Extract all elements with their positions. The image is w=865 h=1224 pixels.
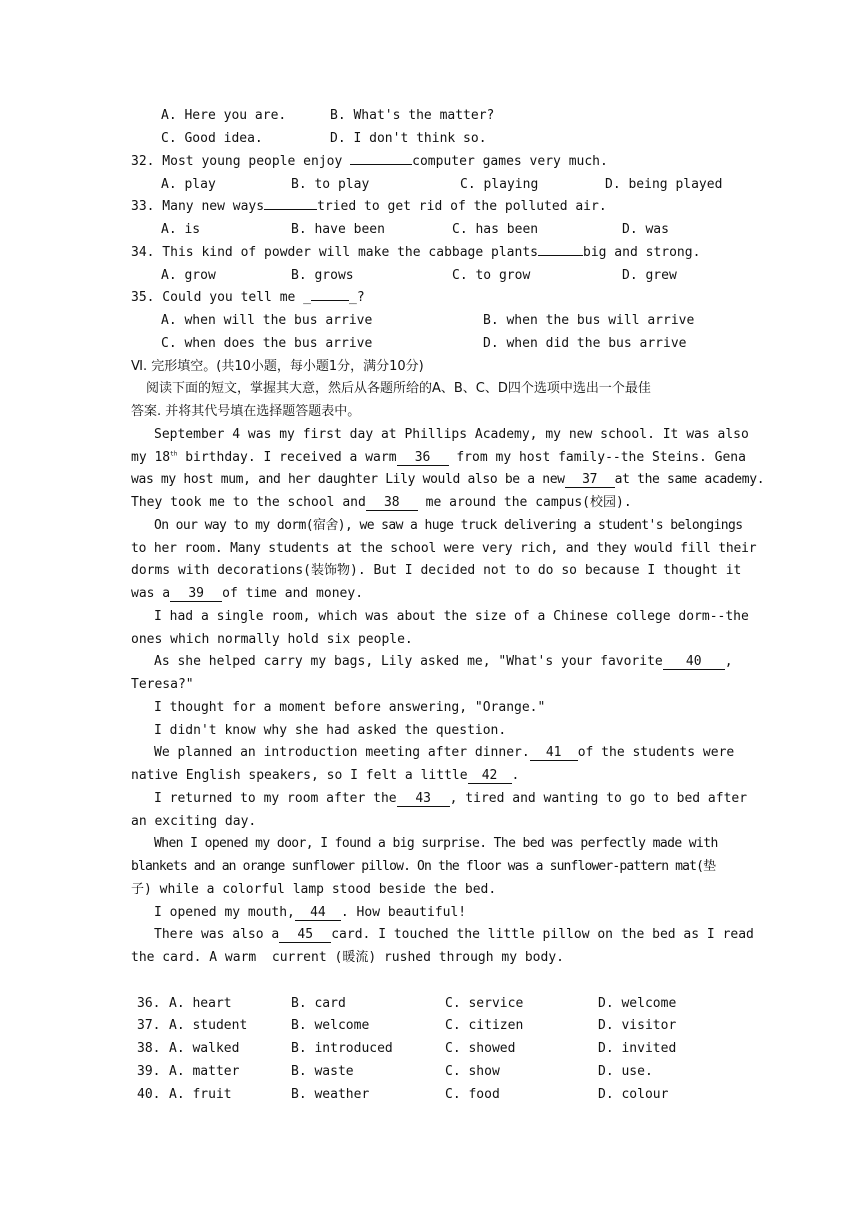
question-32 (131, 153, 608, 171)
answer-option-b: B. card (291, 996, 346, 1011)
passage-line (131, 585, 363, 603)
blank-42: 42 (468, 769, 512, 784)
q31-option-c: C. Good idea. (161, 131, 263, 146)
passage-line: an exciting day. (131, 814, 257, 829)
text-span: my 18 (131, 450, 171, 465)
blank-37: 37 (565, 473, 615, 488)
text-span: from my host family--the Steins. Gena (448, 450, 746, 465)
q33-stem-end: tried to get rid of the polluted air. (317, 199, 607, 214)
q34-option-a: A. grow (161, 268, 216, 283)
passage-line: I had a single room, which was about the size of a Chinese college dorm--the (154, 609, 749, 624)
text-span: was a (131, 586, 171, 601)
passage-line: 子) while a colorful lamp stood beside the bed. (131, 882, 497, 897)
text-span: birthday. I received a warm (177, 450, 397, 465)
passage-line: September 4 was my first day at Phillips Academy, my new school. It was also (154, 427, 749, 442)
q35-option-a: A. when will the bus arrive (161, 313, 373, 328)
section-instruction-1: 阅读下面的短文，掌握其大意，然后从各题所给的A、B、C、D四个选项中选出一个最佳 (146, 381, 651, 396)
answer-num: 38. (137, 1041, 161, 1056)
q35-stem: 35. Could you tell me _ (131, 290, 312, 305)
passage-line (154, 653, 733, 671)
answer-num: 40. (137, 1087, 161, 1102)
question-34 (131, 244, 700, 262)
answer-option-b: B. introduced (291, 1041, 393, 1056)
text-span: was my host mum, and her daughter Lily would also be a new (131, 472, 565, 487)
q34-option-d: D. grew (622, 268, 677, 283)
superscript: th (170, 450, 178, 458)
q33-option-a: A. is (161, 222, 201, 237)
q32-option-b: B. to play (291, 177, 370, 192)
answer-option-c: C. show (445, 1064, 500, 1079)
passage-line: When I opened my door, I found a big surprise. The bed was perfectly made with (154, 836, 718, 851)
passage-line: ones which normally hold six people. (131, 632, 413, 647)
q31-option-d: D. I don't think so. (330, 131, 487, 146)
text-span: me around the campus(校园). (417, 495, 632, 510)
answer-option-a: A. walked (169, 1041, 240, 1056)
answer-option-d: D. colour (598, 1087, 669, 1102)
q32-stem: 32. Most young people enjoy (131, 154, 351, 169)
answer-option-d: D. invited (598, 1041, 677, 1056)
q32-stem-end: computer games very much. (412, 154, 608, 169)
q33-option-d: D. was (622, 222, 669, 237)
q31-option-a: A. Here you are. (161, 108, 287, 123)
answer-option-a: A. fruit (169, 1087, 232, 1102)
q35-option-c: C. when does the bus arrive (161, 336, 373, 351)
q34-stem: 34. This kind of powder will make the cabbage plants (131, 245, 538, 260)
passage-line: I thought for a moment before answering, "Orange." (154, 700, 546, 715)
text-span: of time and money. (222, 586, 364, 601)
text-span: I opened my mouth, (154, 905, 295, 920)
q35-blank (311, 300, 349, 301)
answer-option-c: C. citizen (445, 1018, 524, 1033)
q33-option-c: C. has been (452, 222, 539, 237)
q33-blank (264, 209, 317, 210)
blank-36: 36 (397, 451, 449, 466)
passage-line: to her room. Many students at the school were very rich, and they would fill their (131, 541, 757, 556)
text-span: They took me to the school and (131, 495, 366, 510)
passage-line: I didn't know why she had asked the question. (154, 723, 507, 738)
q34-blank (538, 255, 583, 256)
answer-option-d: D. welcome (598, 996, 677, 1011)
q31-option-b: B. What's the matter? (330, 108, 495, 123)
passage-line: dorms with decorations(装饰物). But I decided not to do so because I thought it (131, 563, 742, 578)
q32-blank (350, 164, 412, 165)
answer-option-c: C. service (445, 996, 524, 1011)
blank-43: 43 (397, 792, 450, 807)
q33-stem: 33. Many new ways (131, 199, 265, 214)
q35-option-d: D. when did the bus arrive (483, 336, 687, 351)
passage-line (154, 926, 754, 944)
answer-num: 36. (137, 996, 161, 1011)
blank-39: 39 (170, 587, 222, 602)
answer-option-c: C. food (445, 1087, 500, 1102)
q34-stem-end: big and strong. (583, 245, 701, 260)
q34-option-b: B. grows (291, 268, 354, 283)
answer-num: 37. (137, 1018, 161, 1033)
q32-option-d: D. being played (605, 177, 723, 192)
passage-line (131, 449, 746, 467)
q35-option-b: B. when the bus will arrive (483, 313, 695, 328)
text-span: , (724, 654, 733, 669)
q32-option-a: A. play (161, 177, 216, 192)
blank-40: 40 (663, 655, 725, 670)
passage-line (154, 790, 747, 808)
text-span: at the same academy. (614, 472, 765, 487)
passage-line (131, 471, 764, 489)
text-span: of the students were (577, 745, 735, 760)
text-span: There was also a (154, 927, 280, 942)
blank-45: 45 (279, 928, 331, 943)
answer-option-a: A. student (169, 1018, 248, 1033)
blank-44: 44 (295, 906, 341, 921)
answer-option-b: B. weather (291, 1087, 370, 1102)
text-span: native English speakers, so I felt a little (131, 768, 468, 783)
q35-stem-end: _? (349, 290, 365, 305)
text-span: card. I touched the little pillow on the bed as I read (331, 927, 754, 942)
q34-option-c: C. to grow (452, 268, 531, 283)
passage-line (131, 767, 519, 785)
answer-num: 39. (137, 1064, 161, 1079)
passage-line: the card. A warm current (暖流) rushed through my body. (131, 950, 564, 965)
text-span: , tired and wanting to go to bed after (449, 791, 748, 806)
question-35 (131, 289, 365, 307)
answer-option-d: D. use. (598, 1064, 653, 1079)
q32-option-c: C. playing (460, 177, 539, 192)
blank-38: 38 (366, 496, 418, 511)
section-title: Ⅵ. 完形填空。(共10小题，每小题1分，满分10分) (131, 359, 424, 374)
answer-option-a: A. heart (169, 996, 232, 1011)
passage-line: blankets and an orange sunflower pillow. On the floor was a sunflower-pattern mat(垫 (131, 859, 716, 874)
answer-option-a: A. matter (169, 1064, 240, 1079)
text-span: . (511, 768, 520, 783)
section-instruction-2: 答案. 并将其代号填在选择题答题表中。 (131, 404, 361, 419)
passage-line (154, 904, 466, 922)
blank-41: 41 (530, 746, 578, 761)
question-33 (131, 198, 607, 216)
passage-line: Teresa?" (131, 677, 194, 692)
text-span: . How beautiful! (340, 905, 467, 920)
text-span: I returned to my room after the (154, 791, 397, 806)
passage-line (131, 494, 632, 512)
passage-line (154, 744, 734, 762)
passage-line: On our way to my dorm(宿舍), we saw a huge truck delivering a student's belongings (154, 518, 743, 533)
text-span: As she helped carry my bags, Lily asked me, "What's your favorite (154, 654, 663, 669)
answer-option-b: B. welcome (291, 1018, 370, 1033)
answer-option-c: C. showed (445, 1041, 516, 1056)
answer-option-d: D. visitor (598, 1018, 677, 1033)
text-span: We planned an introduction meeting after dinner. (154, 745, 530, 760)
q33-option-b: B. have been (291, 222, 385, 237)
answer-option-b: B. waste (291, 1064, 354, 1079)
